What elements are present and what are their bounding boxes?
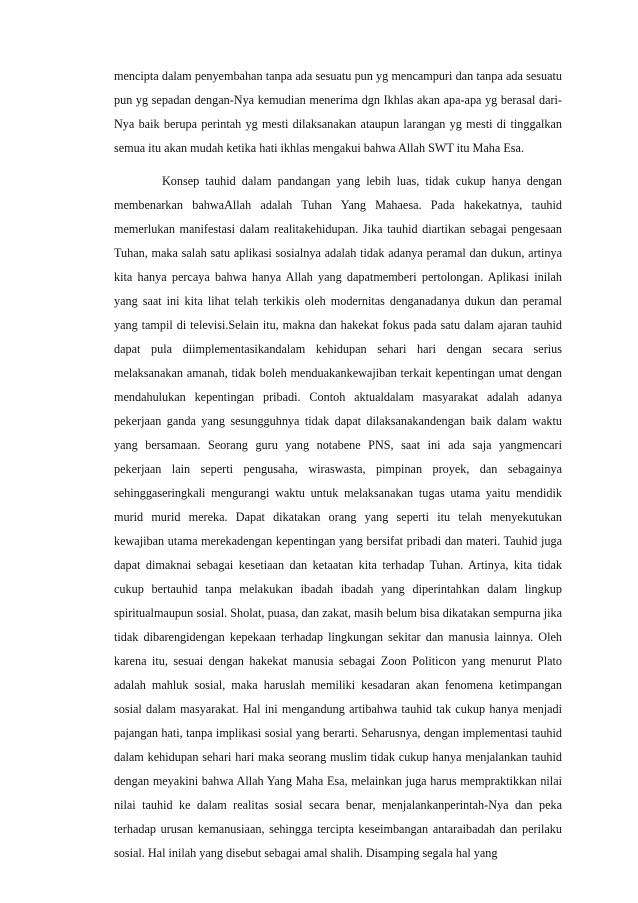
document-body xyxy=(114,64,562,865)
paragraph-konsep-tauhid: Konsep tauhid dalam pandangan yang lebih luas, tidak cukup hanya dengan membenarkan bahwaAllah adalah Tuhan Yang Mahaesa. Pada hakekatnya, tauhid memerlukan manifestasi dalam realitakehidupan. Jika tauhid diartikan sebagai pengesaan Tuhan, maka salah satu aplikasi sosialnya adalah tidak adanya peramal dan dukun, artinya kita hanya percaya bahwa hanya Allah yang dapatmemberi pertolongan. Aplikasi inilah yang saat ini kita lihat telah terkikis oleh modernitas denganadanya dukun dan peramal yang tampil di televisi.Selain itu, makna dan hakekat fokus pada satu dalam ajaran tauhid dapat pula diimplementasikandalam kehidupan sehari hari dengan secara serius melaksanakan amanah, tidak boleh menduakankewajiban terkait kepentingan umat dengan mendahulukan kepentingan pribadi. Contoh aktualdalam masyarakat adalah adanya pekerjaan ganda yang sesungguhnya tidak dapat dilaksanakandengan baik dalam waktu yang bersamaan. Seorang guru yang notabene PNS, saat ini ada saja yangmencari pekerjaan lain seperti pengusaha, wiraswasta, pimpinan proyek, dan sebagainya sehinggaseringkali mengurangi waktu untuk melaksanakan tugas utama yaitu mendidik murid murid mereka. Dapat dikatakan orang yang seperti itu telah menyekutukan kewajiban utama merekadengan kepentingan yang bersifat pribadi dan materi. Tauhid juga dapat dimaknai sebagai kesetiaan dan ketaatan kita terhadap Tuhan. Artinya, kita tidak cukup bertauhid tanpa melakukan ibadah ibadah yang diperintahkan dalam lingkup spiritualmaupun sosial. Sholat, puasa, dan zakat, masih belum bisa dikatakan sempurna jika tidak dibarengidengan kepekaan terhadap lingkungan sekitar dan manusia lainnya. Oleh karena itu, sesuai dengan hakekat manusia sebagai Zoon Politicon yang menurut Plato adalah mahluk sosial, maka haruslah memiliki kesadaran akan fenomena ketimpangan sosial dalam masyarakat. Hal ini mengandung artibahwa tauhid tak cukup hanya menjadi pajangan hati, tanpa implikasi sosial yang berarti. Seharusnya, dengan implementasi tauhid dalam kehidupan sehari hari maka seorang muslim tidak cukup hanya menjalankan tauhid dengan meyakini bahwa Allah Yang Maha Esa, melainkan juga harus mempraktikkan nilai nilai tauhid ke dalam realitas sosial secara benar, menjalankanperintah-Nya dan peka terhadap urusan kemanusiaan, sehingga tercipta keseimbangan antaraibadah dan perilaku sosial. Hal inilah yang disebut sebagai amal shalih. Disamping segala hal yang xyxy=(114,174,562,860)
paragraph-continuation: mencipta dalam penyembahan tanpa ada sesuatu pun yg mencampuri dan tanpa ada sesuatu pun yg sepadan dengan-Nya kemudian menerima dgn Ikhlas akan apa-apa yg berasal dari-Nya baik berupa perintah yg mesti dilaksanakan ataupun larangan yg mesti di tinggalkan semua itu akan mudah ketika hati ikhlas mengakui bahwa Allah SWT itu Maha Esa. xyxy=(114,69,562,155)
